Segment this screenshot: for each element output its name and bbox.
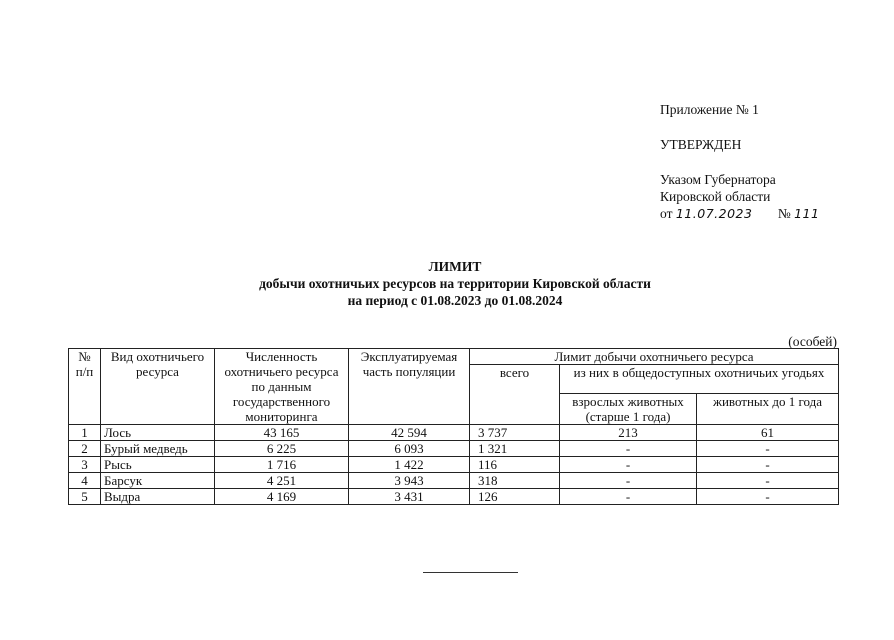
cell-total: 3 737 [470, 425, 560, 441]
cell-adults: - [560, 489, 697, 505]
cell-population: 1 716 [215, 457, 349, 473]
cell-young: 61 [697, 425, 839, 441]
table-row [69, 457, 839, 473]
header-adults: взрослых животных (старше 1 года) [560, 394, 697, 425]
unit-label: (особей) [788, 334, 837, 349]
number-prefix: № [777, 206, 791, 221]
document-title [0, 258, 894, 309]
cell-adults: - [560, 441, 697, 457]
cell-exploitable: 3 943 [349, 473, 470, 489]
cell-num: 4 [69, 473, 101, 489]
header-num: № п/п [69, 349, 101, 425]
decree-line-1: Указом Губернатора [660, 172, 776, 187]
cell-species: Выдра [101, 489, 215, 505]
cell-total: 318 [470, 473, 560, 489]
cell-population: 43 165 [215, 425, 349, 441]
handwritten-number: 111 [794, 206, 820, 221]
cell-exploitable: 1 422 [349, 457, 470, 473]
cell-adults: - [560, 457, 697, 473]
cell-exploitable: 6 093 [349, 441, 470, 457]
approved-label: УТВЕРЖДЕН [660, 137, 742, 152]
header-limit: Лимит добычи охотничьего ресурса [470, 349, 839, 365]
cell-species: Бурый медведь [101, 441, 215, 457]
cell-young: - [697, 441, 839, 457]
cell-num: 5 [69, 489, 101, 505]
table-row [69, 425, 839, 441]
cell-total: 116 [470, 457, 560, 473]
limits-table [68, 348, 839, 505]
table-row [69, 489, 839, 505]
header-young: животных до 1 года [697, 394, 839, 425]
cell-total: 1 321 [470, 441, 560, 457]
cell-num: 2 [69, 441, 101, 457]
title-line-1: ЛИМИТ [428, 259, 482, 274]
cell-species: Лось [101, 425, 215, 441]
cell-young: - [697, 457, 839, 473]
cell-exploitable: 42 594 [349, 425, 470, 441]
cell-total: 126 [470, 489, 560, 505]
decree-date-line [660, 205, 880, 222]
decree-line-2: Кировской области [660, 189, 771, 204]
cell-population: 4 169 [215, 489, 349, 505]
table-row [69, 441, 839, 457]
cell-num: 3 [69, 457, 101, 473]
cell-population: 4 251 [215, 473, 349, 489]
cell-population: 6 225 [215, 441, 349, 457]
cell-young: - [697, 489, 839, 505]
cell-exploitable: 3 431 [349, 489, 470, 505]
cell-num: 1 [69, 425, 101, 441]
header-population: Численность охотничьего ресурса по данным государственного мониторинга [215, 349, 349, 425]
header-public: из них в общедоступных охотничьих угодьях [560, 365, 839, 394]
title-line-2: добычи охотничьих ресурсов на территории Кировской области [259, 276, 651, 291]
cell-species: Рысь [101, 457, 215, 473]
appendix-label: Приложение № 1 [660, 102, 759, 117]
title-line-3: на период с 01.08.2023 до 01.08.2024 [347, 293, 563, 308]
cell-young: - [697, 473, 839, 489]
handwritten-date: 11.07.2023 [675, 206, 753, 221]
header-total: всего [470, 365, 560, 425]
cell-species: Барсук [101, 473, 215, 489]
date-prefix: от [660, 206, 673, 221]
header-exploitable: Эксплуатируемая часть популяции [349, 349, 470, 425]
table-row [69, 473, 839, 489]
cell-adults: 213 [560, 425, 697, 441]
cell-adults: - [560, 473, 697, 489]
signature-divider [423, 572, 518, 573]
approval-block [660, 101, 880, 222]
header-species: Вид охотничьего ресурса [101, 349, 215, 425]
